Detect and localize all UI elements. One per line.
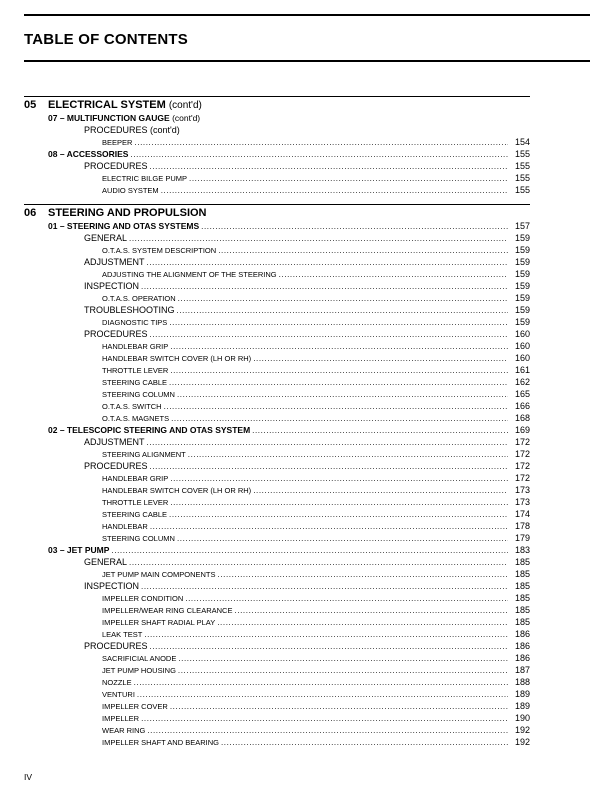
toc-entry-label [102,617,215,629]
toc-page-number: 161 [514,365,530,375]
toc-entry-level-3[interactable] [24,532,530,544]
toc-page-number: 160 [514,341,530,351]
dot-leader [141,713,508,725]
dot-leader [185,593,508,605]
toc-entry-label [102,341,168,353]
toc-entry-label [102,713,139,725]
toc-page-number: 185 [514,605,530,615]
toc-entry-label-text: IMPELLER SHAFT AND BEARING [102,738,219,747]
section-heading[interactable] [24,98,530,112]
toc-entry-level-3[interactable] [24,616,530,628]
dot-leader [130,149,508,161]
toc-page-number: 185 [514,593,530,603]
toc-page-number: 160 [514,329,530,339]
toc-entry-label-text: 01 – STEERING AND OTAS SYSTEMS [48,221,200,231]
toc-page-number: 166 [514,401,530,411]
toc-page-number: 190 [514,713,530,723]
toc-entry-level-3[interactable] [24,184,530,196]
toc-entry-level-3[interactable] [24,352,530,364]
dot-leader [170,473,508,485]
toc-entry-label-text: GENERAL [84,233,128,243]
toc-page-number: 159 [514,293,530,303]
page-title: TABLE OF CONTENTS [24,31,188,48]
dot-leader [189,173,508,185]
toc-page-number: 159 [514,317,530,327]
toc-entry-level-3[interactable] [24,388,530,400]
toc-entry-label-text: O.T.A.S. MAGNETS [102,414,170,423]
toc-page-number: 159 [514,245,530,255]
toc-entry-label-text: O.T.A.S. OPERATION [102,294,176,303]
toc-entry-label-text: VENTURI [102,690,135,699]
toc-entry-label [102,173,187,185]
toc-entry-label-text: JET PUMP HOUSING [102,666,176,675]
section-continued-note: (cont'd) [168,100,202,111]
toc-entry-label [102,509,167,521]
toc-page-number: 185 [514,581,530,591]
dot-leader [141,581,508,593]
toc-page-number: 169 [514,425,530,435]
toc-entry-level-2[interactable] [24,232,530,244]
toc-entry-label-text: 03 – JET PUMP [48,545,110,555]
toc-page-number: 185 [514,557,530,567]
toc-entry-level-3[interactable] [24,724,530,736]
toc-entry-label [84,556,127,568]
toc-entry-level-2[interactable] [24,328,530,340]
toc-page-number: 168 [514,413,530,423]
toc-entry-label-text: PROCEDURES [84,461,148,471]
toc-page-number: 185 [514,569,530,579]
section-rule [24,96,530,97]
toc-page-number: 188 [514,677,530,687]
toc-entry-continued-note: (cont'd) [172,113,201,123]
toc-entry-label [102,605,232,617]
dot-leader [201,221,508,233]
toc-entry-label-text: IMPELLER [102,714,140,723]
toc-entry-level-3[interactable] [24,292,530,304]
toc-entry-level-3[interactable] [24,244,530,256]
dot-leader [221,737,508,749]
toc-page-number: 189 [514,701,530,711]
section-title [48,98,202,113]
toc-page-number: 178 [514,521,530,531]
toc-entry-label-text: JET PUMP MAIN COMPONENTS [102,570,216,579]
toc-entry-label [48,220,199,232]
dot-leader [178,293,508,305]
toc-page-number: 172 [514,473,530,483]
dot-leader [137,689,508,701]
toc-entry-label-text: IMPELLER SHAFT RADIAL PLAY [102,618,216,627]
title-rule [24,60,590,62]
toc-entry-label-text: ADJUSTING THE ALIGNMENT OF THE STEERING [102,270,277,279]
toc-entry-label-text: STEERING CABLE [102,378,168,387]
dot-leader [134,677,508,689]
toc-page-number: 159 [514,233,530,243]
toc-entry-label-text: IMPELLER COVER [102,702,168,711]
toc-entry-level-3[interactable] [24,496,530,508]
section-title-text: ELECTRICAL SYSTEM [48,99,166,111]
toc-entry-label-text: ADJUSTMENT [84,257,145,267]
toc-entry-label-text: INSPECTION [84,581,140,591]
toc-entry-level-1[interactable] [24,112,530,124]
toc-entry-label [48,544,109,556]
toc-entry-label [102,497,168,509]
page-number: IV [24,772,33,782]
dot-leader [252,425,508,437]
toc-entry-level-3[interactable] [24,652,530,664]
toc-entry-level-2[interactable] [24,124,530,136]
dot-leader [218,245,508,257]
dot-leader [169,377,508,389]
toc-entry-label-text: 02 – TELESCOPIC STEERING AND OTAS SYSTEM [48,425,251,435]
toc-entry-level-2[interactable] [24,640,530,652]
toc-page-number: 159 [514,281,530,291]
toc-entry-label-text: NOZZLE [102,678,132,687]
dot-leader [111,545,508,557]
toc-entry-label [102,737,219,749]
section-heading[interactable] [24,206,530,220]
toc-entry-label-text: BEEPER [102,138,133,147]
toc-entry-level-3[interactable] [24,172,530,184]
toc-entry-label [102,185,159,197]
toc-entry-label-text: WEAR RING [102,726,146,735]
toc-entry-level-1[interactable] [24,148,530,160]
toc-entry-label-text: AUDIO SYSTEM [102,186,159,195]
toc-entry-label-text: HANDLEBAR SWITCH COVER (LH OR RH) [102,486,252,495]
toc-entry-level-3[interactable] [24,736,530,748]
toc-entry-label [102,521,148,533]
dot-leader [144,629,508,641]
section-number: 05 [24,99,37,111]
toc-entry-level-3[interactable] [24,628,530,640]
toc-entry-label [102,677,132,689]
table-of-contents [24,96,530,748]
toc-page-number: 189 [514,689,530,699]
toc-entry-level-2[interactable] [24,280,530,292]
toc-entry-label [84,436,145,448]
toc-entry-label-text: STEERING ALIGNMENT [102,450,186,459]
section-number: 06 [24,207,37,219]
toc-entry-label-text: SACRIFICIAL ANODE [102,654,177,663]
toc-entry-label [102,401,162,413]
section-title-text: STEERING AND PROPULSION [48,207,207,219]
toc-entry-label [48,112,200,124]
toc-entry-level-3[interactable] [24,136,530,148]
toc-page-number: 172 [514,449,530,459]
toc-entry-label [84,124,180,136]
toc-entry-label-text: INSPECTION [84,281,140,291]
toc-page-number: 186 [514,629,530,639]
toc-entry-label-text: GENERAL [84,557,128,567]
toc-page-number: 187 [514,665,530,675]
toc-page-number: 185 [514,617,530,627]
toc-entry-level-3[interactable] [24,676,530,688]
dot-leader [279,269,508,281]
toc-entry-level-2[interactable] [24,580,530,592]
dot-leader [147,725,508,737]
toc-entry-level-3[interactable] [24,568,530,580]
toc-page-number: 172 [514,461,530,471]
toc-entry-level-1[interactable] [24,424,530,436]
toc-page-number: 172 [514,437,530,447]
toc-entry-label [102,377,167,389]
dot-leader [150,521,508,533]
toc-entry-label [102,473,168,485]
toc-entry-label-text: IMPELLER/WEAR RING CLEARANCE [102,606,233,615]
toc-entry-label [102,365,168,377]
dot-leader [178,653,508,665]
toc-entry-label-text: DIAGNOSTIC TIPS [102,318,168,327]
toc-entry-level-2[interactable] [24,460,530,472]
toc-page-number: 155 [514,161,530,171]
toc-entry-level-3[interactable] [24,520,530,532]
toc-entry-level-2[interactable] [24,256,530,268]
toc-entry-level-3[interactable] [24,340,530,352]
toc-entry-label [102,689,135,701]
toc-entry-label-text: HANDLEBAR GRIP [102,342,169,351]
toc-entry-label-text: PROCEDURES [84,329,148,339]
toc-entry-label [84,256,145,268]
toc-entry-label-text: LEAK TEST [102,630,143,639]
dot-leader [177,305,508,317]
dot-leader [170,701,508,713]
toc-entry-label-text: PROCEDURES (cont'd) [84,125,180,135]
toc-entry-label [102,653,176,665]
dot-leader [188,449,508,461]
toc-entry-level-1[interactable] [24,544,530,556]
toc-page-number: 186 [514,653,530,663]
toc-entry-level-2[interactable] [24,556,530,568]
toc-entry-label-text: STEERING COLUMN [102,390,175,399]
toc-entry-label-text: IMPELLER CONDITION [102,594,184,603]
toc-entry-label-text: PROCEDURES [84,161,148,171]
toc-entry-label [84,280,139,292]
toc-entry-level-3[interactable] [24,412,530,424]
toc-page-number: 183 [514,545,530,555]
toc-entry-label [102,665,176,677]
toc-page-number: 173 [514,485,530,495]
dot-leader [217,617,508,629]
toc-page-number: 154 [514,137,530,147]
section-gap [24,196,530,204]
toc-entry-label [102,389,175,401]
toc-entry-label [102,353,251,365]
toc-entry-label-text: STEERING COLUMN [102,534,175,543]
dot-leader [150,161,508,173]
toc-entry-level-2[interactable] [24,160,530,172]
toc-page-number: 157 [514,221,530,231]
toc-entry-label [48,424,250,436]
toc-entry-label-text: ADJUSTMENT [84,437,145,447]
toc-entry-label-text: O.T.A.S. SYSTEM DESCRIPTION [102,246,217,255]
dot-leader [147,437,509,449]
toc-entry-level-3[interactable] [24,364,530,376]
dot-leader [150,329,508,341]
toc-entry-label [102,533,175,545]
dot-leader [178,665,508,677]
toc-entry-label-text: O.T.A.S. SWITCH [102,402,162,411]
toc-entry-level-3[interactable] [24,604,530,616]
toc-entry-level-3[interactable] [24,400,530,412]
toc-entry-level-3[interactable] [24,712,530,724]
dot-leader [170,341,508,353]
toc-entry-label-text: STEERING CABLE [102,510,168,519]
toc-entry-level-3[interactable] [24,592,530,604]
toc-entry-label [48,148,128,160]
toc-entry-label [84,640,148,652]
dot-leader [170,497,508,509]
toc-page-number: 159 [514,257,530,267]
toc-entry-label [84,304,175,316]
toc-entry-level-3[interactable] [24,664,530,676]
toc-entry-level-3[interactable] [24,688,530,700]
toc-entry-label-text: PROCEDURES [84,641,148,651]
toc-entry-label-text: TROUBLESHOOTING [84,305,175,315]
toc-entry-level-2[interactable] [24,436,530,448]
toc-page-number: 159 [514,269,530,279]
toc-entry-level-3[interactable] [24,472,530,484]
toc-entry-label [84,160,148,172]
dot-leader [234,605,508,617]
toc-entry-level-1[interactable] [24,220,530,232]
toc-entry-label [84,328,148,340]
toc-entry-level-3[interactable] [24,448,530,460]
section-title [48,206,207,220]
toc-entry-label-text: 08 – ACCESSORIES [48,149,129,159]
toc-page-number: 159 [514,305,530,315]
dot-leader [150,641,508,653]
dot-leader [164,401,508,413]
dot-leader [129,233,508,245]
toc-page-number: 192 [514,725,530,735]
toc-entry-label-text: HANDLEBAR GRIP [102,474,169,483]
toc-entry-label-text: HANDLEBAR [102,522,148,531]
toc-entry-level-3[interactable] [24,268,530,280]
dot-leader [177,533,508,545]
toc-page-number: 160 [514,353,530,363]
toc-entry-label [84,460,148,472]
toc-page-number: 174 [514,509,530,519]
toc-page-number: 155 [514,185,530,195]
toc-entry-level-3[interactable] [24,376,530,388]
top-rule [24,14,590,16]
toc-page-number: 179 [514,533,530,543]
dot-leader [129,557,508,569]
dot-leader [134,137,508,149]
toc-page-number: 162 [514,377,530,387]
section-rule [24,204,530,205]
toc-entry-label [102,593,183,605]
toc-page-number: 165 [514,389,530,399]
toc-entry-level-3[interactable] [24,508,530,520]
toc-entry-label [84,232,127,244]
dot-leader [218,569,509,581]
dot-leader [141,281,508,293]
toc-entry-label-text: THROTTLE LEVER [102,366,169,375]
dot-leader [161,185,508,197]
toc-entry-label [84,580,139,592]
toc-page-number: 186 [514,641,530,651]
dot-leader [253,353,508,365]
toc-entry-level-3[interactable] [24,316,530,328]
dot-leader [147,257,509,269]
toc-entry-level-3[interactable] [24,700,530,712]
dot-leader [169,317,508,329]
toc-entry-label [102,485,251,497]
dot-leader [169,509,508,521]
toc-entry-label-text: ELECTRIC BILGE PUMP [102,174,188,183]
toc-page-number: 173 [514,497,530,507]
toc-entry-label-text: HANDLEBAR SWITCH COVER (LH OR RH) [102,354,252,363]
toc-entry-label-text: 07 – MULTIFUNCTION GAUGE [48,113,170,123]
toc-page-number: 155 [514,149,530,159]
dot-leader [253,485,508,497]
toc-entry-label [102,701,168,713]
toc-page-number: 192 [514,737,530,747]
toc-entry-label-text: THROTTLE LEVER [102,498,169,507]
toc-entry-label [102,725,145,737]
dot-leader [150,461,508,473]
toc-entry-level-2[interactable] [24,304,530,316]
dot-leader [170,365,508,377]
toc-entry-level-3[interactable] [24,484,530,496]
dot-leader [177,389,508,401]
toc-page-number: 155 [514,173,530,183]
